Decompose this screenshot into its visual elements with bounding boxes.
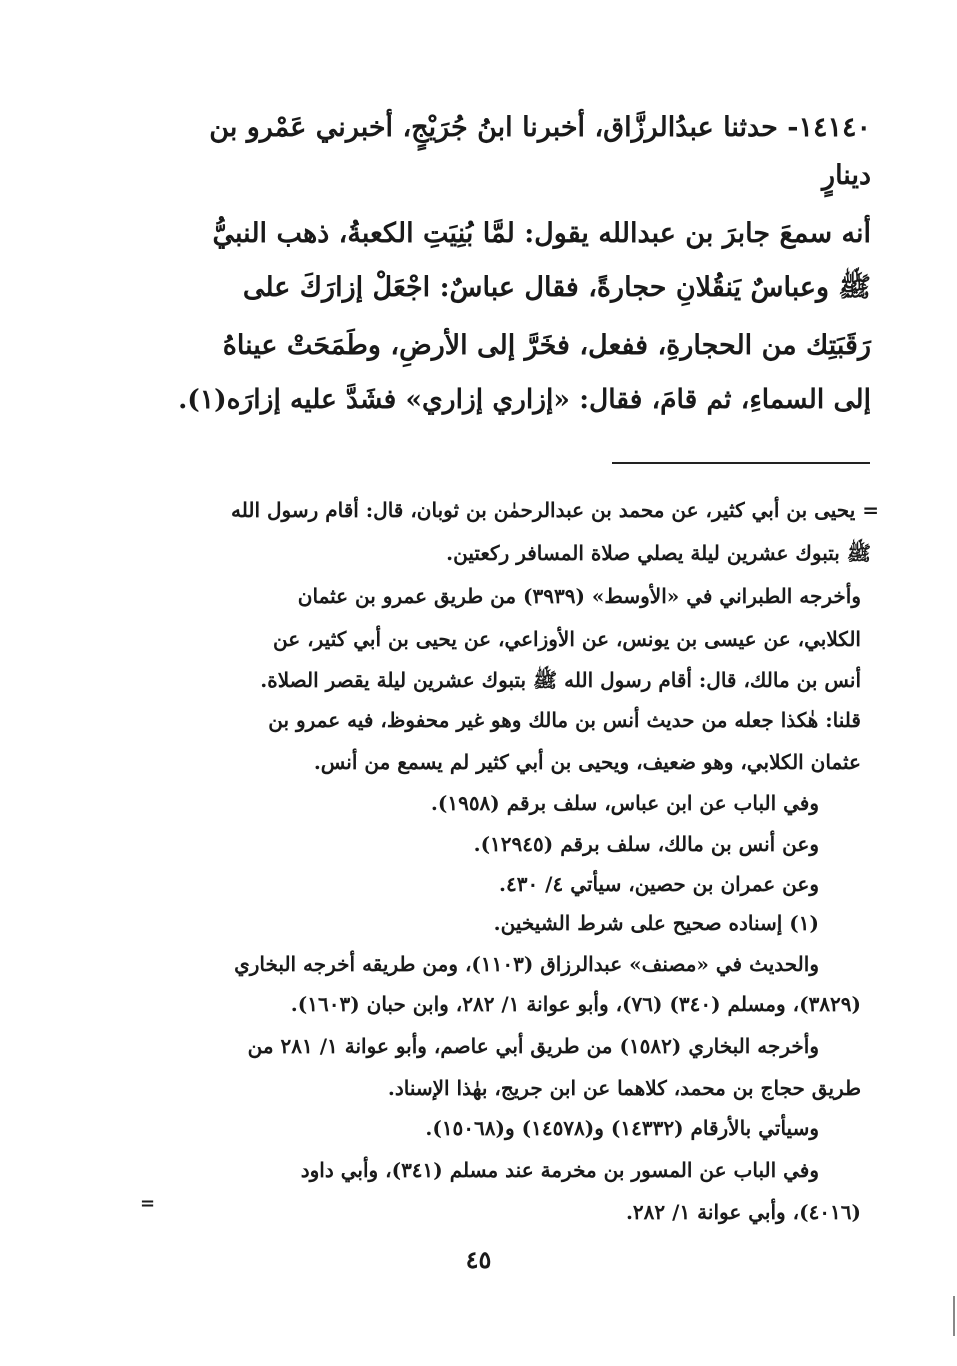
footnote-line: وفي الباب عن المسور بن مخرمة عند مسلم (٣٤١)، وأبي داود bbox=[300, 1158, 819, 1182]
footnote-line: وعن أنس بن مالك، سلف برقم (١٢٩٤٥). bbox=[473, 832, 819, 856]
footnote-line: طريق حجاج بن محمد، كلاهما عن ابن جريج، بهٰذا الإسناد. bbox=[387, 1076, 861, 1100]
footnote-line: أنس بن مالك، قال: أقام رسول الله ﷺ بتبوك عشرين ليلة يقصر الصلاة. bbox=[260, 668, 861, 692]
hadith-line: إلى السماءِ، ثم قامَ، فقال: «إزاري إزاري» فشَدَّ عليه إزارَه(١). bbox=[178, 384, 871, 415]
footnote-line: وأخرجه الطبراني في «الأوسط» (٣٩٣٩) من طريق عمرو بن عثمان bbox=[297, 584, 861, 608]
footnote-line: قلنا: هٰكذا جعله من حديث أنس بن مالك وهو غير محفوظ، فيه عمرو بن bbox=[268, 708, 861, 732]
footnote-line: (١) إسناده صحيح على شرط الشيخين. bbox=[493, 911, 819, 935]
page-number: ٤٥ bbox=[465, 1245, 492, 1274]
footnote-line: الكلابي، عن عيسى بن يونس، عن الأوزاعي، عن يحيى بن أبي كثير، عن bbox=[273, 627, 861, 651]
footnote-line: وعن عمران بن حصين، سيأتي ٤/ ٤٣٠. bbox=[499, 872, 819, 896]
footnote-line: وفي الباب عن ابن عباس، سلف برقم (١٩٥٨). bbox=[430, 791, 819, 815]
footnote-line: وسيأتي بالأرقام (١٤٣٣٢) و(١٤٥٧٨) و(١٥٠٦٨). bbox=[425, 1116, 819, 1140]
footnote-separator bbox=[612, 462, 870, 464]
scan-edge-mark bbox=[953, 1296, 955, 1336]
footnote-line: ﷺ بتبوك عشرين ليلة يصلي صلاة المسافر ركعتين. bbox=[446, 541, 871, 565]
hadith-line: ﷺ وعباسٌ يَنقُلانِ حجارةً، فقال عباسٌ: اجْعَلْ إزارَكَ على bbox=[242, 272, 871, 303]
footnote-line: (٣٨٢٩)، ومسلم (٣٤٠) (٧٦)، وأبو عوانة ١/ ٢٨٢، وابن حبان (١٦٠٣). bbox=[290, 992, 861, 1016]
footnote-line: = يحيى بن أبي كثير، عن محمد بن عبدالرحمٰن بن ثوبان، قال: أقام رسول الله bbox=[231, 498, 879, 522]
footnote-line: وأخرجه البخاري (١٥٨٢) من طريق أبي عاصم، وأبو عوانة ١/ ٢٨١ من bbox=[247, 1034, 819, 1058]
continuation-marker: = bbox=[140, 1193, 156, 1214]
hadith-line: أنه سمعَ جابرَ بن عبدالله يقول: لمَّا بُنِيَتِ الكعبةُ، ذهب النبيُّ bbox=[212, 218, 871, 249]
footnote-line: والحديث في «مصنف» عبدالرزاق (١١٠٣)، ومن طريقه أخرجه البخاري bbox=[234, 952, 819, 976]
hadith-line: رَقَبَتِك من الحجارةِ، ففعل، فخَرَّ إلى الأرضِ، وطَمَحَتْ عيناهُ bbox=[222, 330, 871, 361]
hadith-line: دينارٍ bbox=[822, 160, 871, 191]
footnote-line: عثمان الكلابي، وهو ضعيف، ويحيى بن أبي كثير لم يسمع من أنس. bbox=[313, 750, 861, 774]
footnote-line: (٤٠١٦)، وأبي عوانة ١/ ٢٨٢. bbox=[625, 1200, 861, 1224]
hadith-line: ١٤١٤٠- حدثنا عبدُالرزَّاق، أخبرنا ابنُ جُرَيْجٍ، أخبرني عَمْرو بن bbox=[209, 112, 871, 143]
